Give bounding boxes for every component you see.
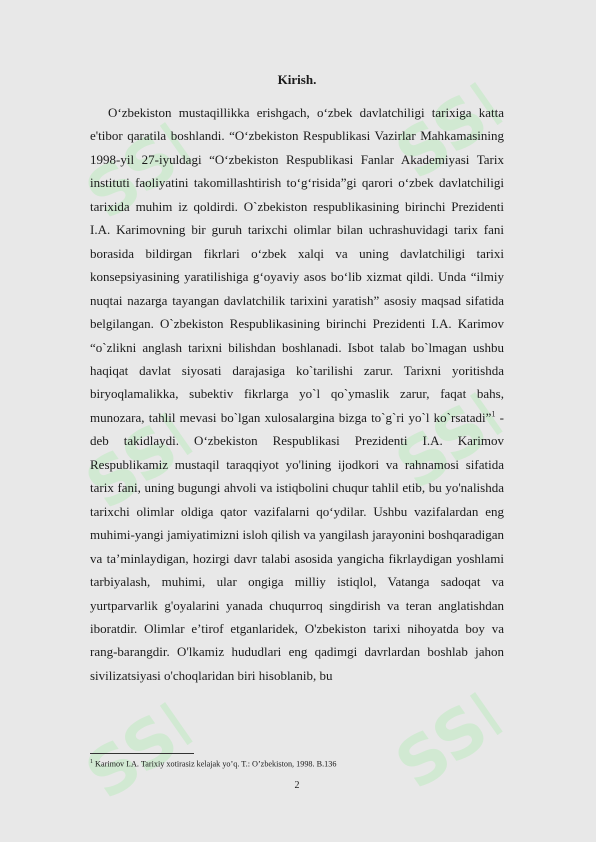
footnote-reference[interactable]: 1 [491, 409, 496, 419]
svg-text:SSF: SSF [72, 388, 212, 525]
svg-text:SSF: SSF [72, 678, 212, 815]
footnote [90, 757, 504, 770]
footnote-marker: 1 [90, 759, 93, 765]
watermark-logo-icon [58, 678, 211, 831]
body-text: O‘zbekiston mustaqillikka erishgach, o‘zbek davlatchiligi tarixiga katta e'tibor qaratila boshlandi. “O‘zbekiston Respublikasi Vazirlar Mahkamasining 1998-yil 27-iyuldagi “O‘zbekiston Respublikasi Fanlar Akademiyasi Tarix instituti faoliyatini takomillashtirish to‘g‘risida”gi qarori o‘zbek davlatchiligi tarixida muhim iz qoldirdi. O`zbekiston respublikasining birinchi Prezidenti I.A. Karimovning bir guruh tarixchi olimlar bilan uchrashuvidagi tarix fani borasida bildirgan fikrlari o‘zbek xalqi va uning davlatchiligi tarixi konsepsiyasining yaratilishiga g‘oyaviy asos bo‘lib xizmat qildi. Unda “ilmiy nuqtai nazarga tayangan davlatchilik tarixini yaratish” asosiy maqsad sifatida belgilangan. O`zbekiston Respublikasining birinchi Prezidenti I.A. Karimov “o`zlikni anglash tarixni bilishdan boshlanadi. Isbot talab bo`lmagan ushbu haqiqat davlat siyosati darajasiga ko`tarilishi zarur. Tarixni yoritishda biryoqlamalikka, subektiv fikrlarga yo`l qo`ymaslik zarur, faqat bahs, munozara, tahlil mevasi bo`lgan xulosalargina bizga to`g`ri yo`l ko`rsatadi” [90, 105, 504, 425]
svg-text:SSF: SSF [72, 98, 212, 235]
body-text-continued: - deb takidlaydi. O‘zbekiston Respublikasi Prezidenti I.A. Karimov Respublikamiz mustaqil taraqqiyot yo'lining ijodkori va rahnamosi sifatida tarix fani, uning bugungi ahvoli va istiqbolini chuqur tahlil etib, bu yo'nalishda tarixchi olimlar oldiga qator vazifalarni qo‘ydilar. Ushbu vazifalardan eng muhimi-yangi jamiyatimizni isloh qilish va yangilash jarayonini boshqaradigan va ta’minlaydigan, hozirgi davr talabi asosida yangicha fikrlaydigan yoshlami tarbiyalash, muhimi, ular ongiga milliy istiqlol, Vatanga sadoqat va yurtparvarlik g'oyalarini yanada chuqurroq singdirish va teran anglatishdan iboratdir. Olimlar e’tirof etganlaridek, O'zbekiston tarixi nihoyatda boy va rang-barangdir. O'lkamiz hududlari eng qadimgi davrlardan boshlab jahon sivilizatsiyasi o'choqlaridan biri hisoblanib, bu [90, 409, 504, 683]
watermark-logo-icon [368, 668, 521, 821]
svg-text:SSF: SSF [382, 668, 522, 805]
body-paragraph [90, 101, 504, 687]
svg-text:SSF: SSF [382, 368, 522, 505]
footnote-text: Karimov I.A. Tarixiy xotirasiz kelajak yo’q. T.: O’zbekiston, 1998. B.136 [93, 759, 337, 769]
section-title: Kirish. [277, 72, 317, 87]
footnote-divider [90, 753, 194, 754]
svg-text:SSF: SSF [382, 58, 522, 195]
page-number: 2 [294, 780, 300, 791]
